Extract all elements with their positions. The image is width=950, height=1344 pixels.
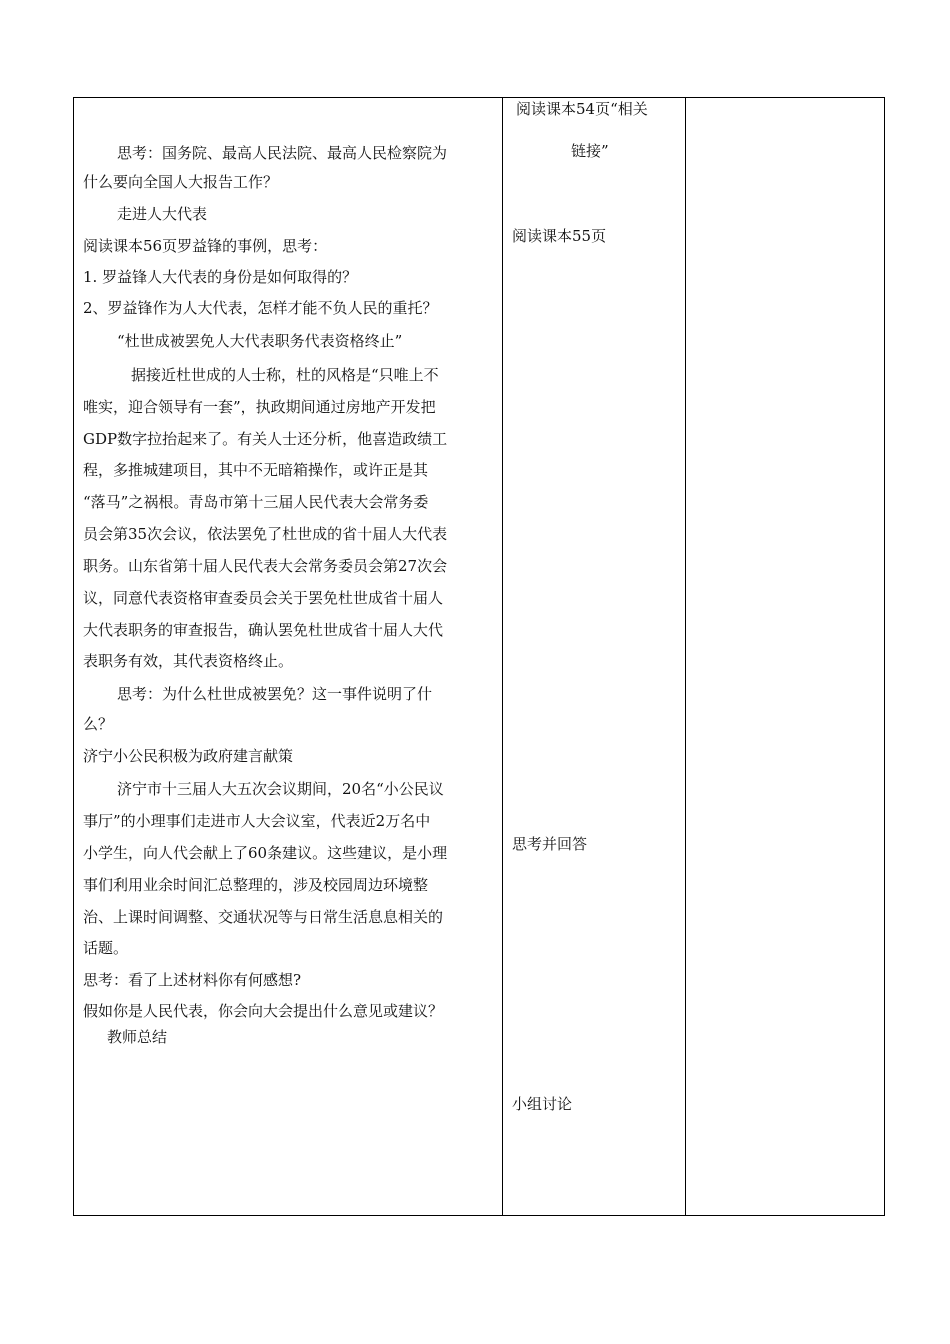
activity-note: 阅读课本55页 (512, 227, 607, 245)
text-line: 事们利用业余时间汇总整理的，涉及校园周边环境整 (83, 876, 429, 894)
column-divider-1 (502, 98, 503, 1215)
text-line: 治、上课时间调整、交通状况等与日常生活息息相关的 (83, 908, 444, 926)
text-line: “落马”之祸根。青岛市第十三届人民代表大会常务委 (83, 493, 429, 511)
activity-note: 链接” (571, 142, 609, 160)
question-item: 1. 罗益锋人大代表的身份是如何取得的？ (83, 268, 358, 286)
text-line: 阅读课本56页罗益锋的事例，思考： (83, 237, 328, 255)
question-item: 2、罗益锋作为人大代表，怎样才能不负人民的重托？ (83, 299, 438, 317)
text-line: 假如你是人民代表，你会向大会提出什么意见或建议？ (83, 1002, 444, 1020)
activity-note: 思考并回答 (512, 835, 588, 853)
text-line: 什么要向全国人大报告工作？ (83, 173, 279, 191)
text-line: 议，同意代表资格审查委员会关于罢免杜世成省十届人 (83, 589, 444, 607)
activity-note: 小组讨论 (512, 1095, 573, 1113)
text-line: 思考：看了上述材料你有何感想? (83, 971, 302, 989)
text-line: 据接近杜世成的人士称，杜的风格是“只唯上不 (131, 366, 439, 384)
column-divider-2 (685, 98, 686, 1215)
text-line: 表职务有效，其代表资格终止。 (83, 652, 294, 670)
text-line: 职务。山东省第十届人民代表大会常务委员会第27次会 (83, 557, 448, 575)
text-line: 员会第35次会议，依法罢免了杜世成的省十届人大代表 (83, 525, 448, 543)
article-title: “杜世成被罢免人大代表职务代表资格终止” (117, 332, 403, 350)
text-line: 大代表职务的审查报告，确认罢免杜世成省十届人大代 (83, 621, 444, 639)
text-line: 思考：为什么杜世成被罢免？这一事件说明了什 (117, 685, 433, 703)
text-line: 程，多推城建项目，其中不无暗箱操作，或许正是其 (83, 461, 429, 479)
activity-note: 阅读课本54页“相关 (516, 100, 648, 118)
text-line: 唯实，迎合领导有一套”，执政期间通过房地产开发把 (83, 398, 436, 416)
section-heading: 走进人大代表 (117, 205, 208, 223)
text-line: 事厅”的小理事们走进市人大会议室，代表近2万名中 (83, 812, 431, 830)
text-line: 小学生，向人代会献上了60条建议。这些建议，是小理 (83, 844, 448, 862)
section-heading: 济宁小公民积极为政府建言献策 (83, 747, 294, 765)
text-line: 教师总结 (107, 1028, 168, 1046)
text-line: 济宁市十三届人大五次会议期间，20名“小公民议 (117, 780, 444, 798)
text-line: 话题。 (83, 939, 129, 957)
text-line: 思考：国务院、最高人民法院、最高人民检察院为 (117, 144, 448, 162)
text-line: GDP数字拉抬起来了。有关人士还分析，他喜造政绩工 (83, 430, 448, 448)
text-line: 么？ (83, 715, 114, 733)
